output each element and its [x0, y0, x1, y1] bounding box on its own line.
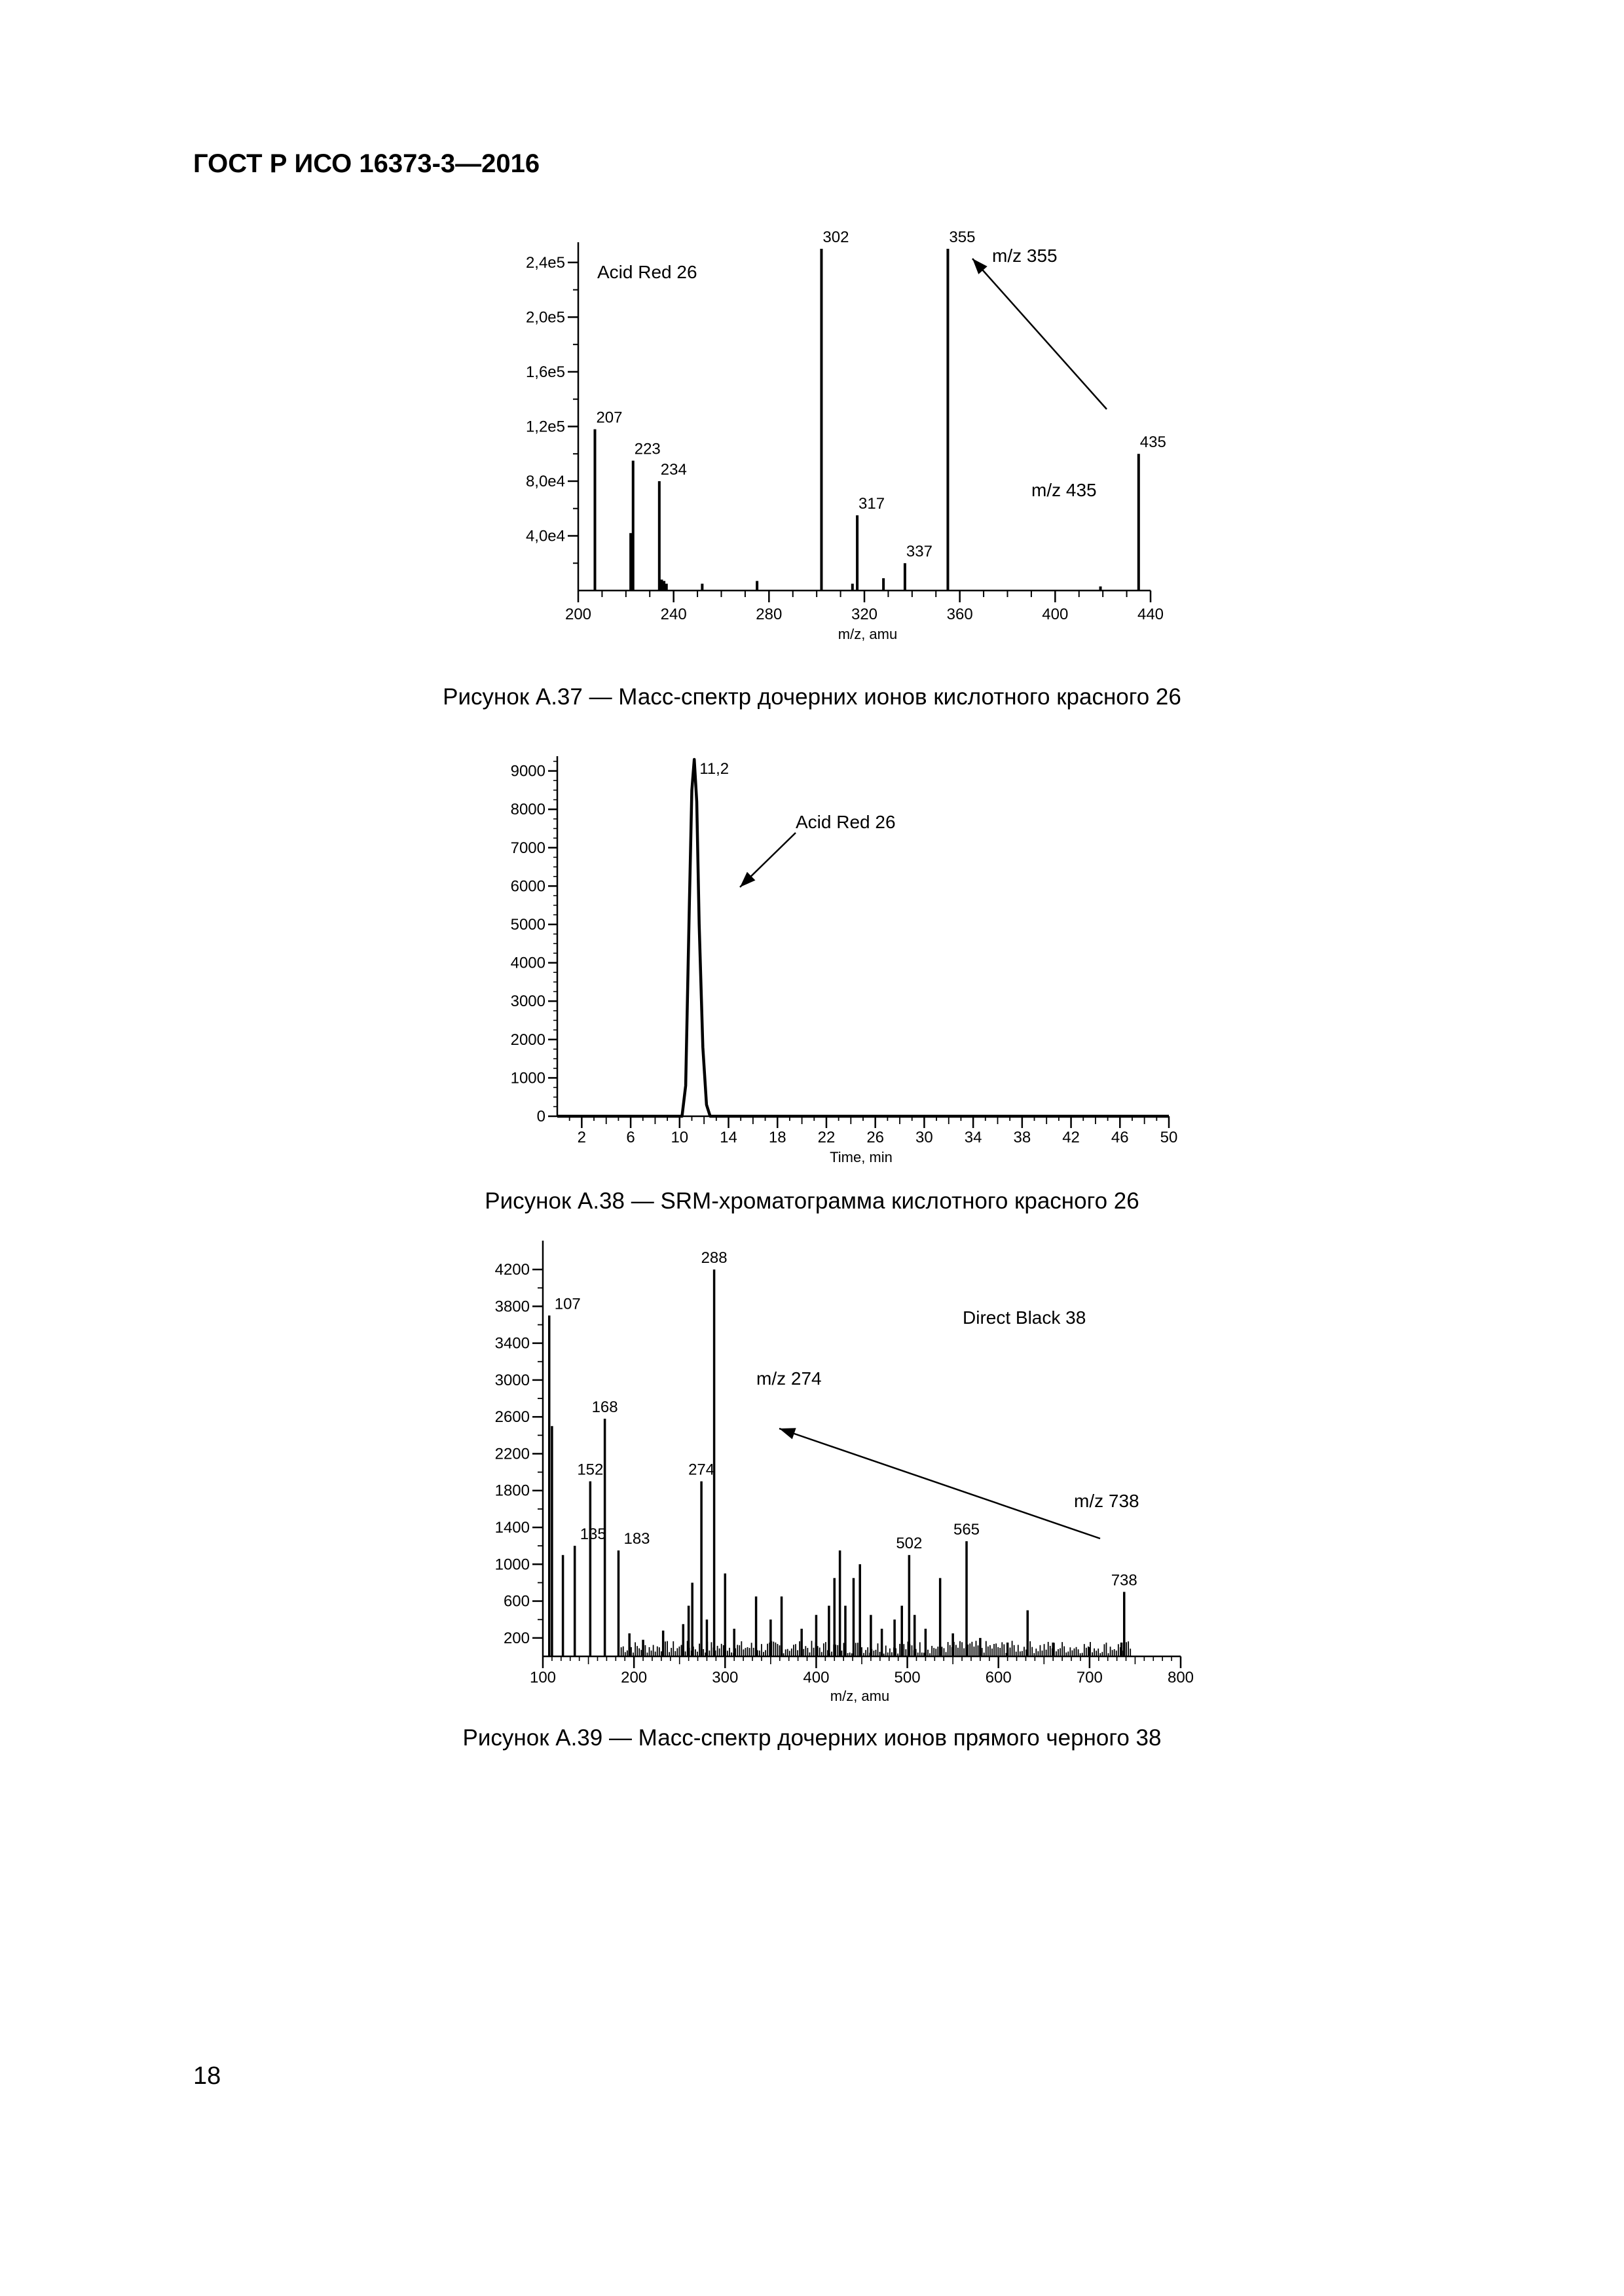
peak-label: 234 — [660, 460, 687, 479]
arrow-line — [779, 1429, 1100, 1539]
x-tick-label: 700 — [1076, 1669, 1103, 1686]
mz-annotation: m/z 738 — [1074, 1491, 1139, 1511]
x-tick-label: 300 — [712, 1669, 739, 1686]
y-tick-label: 1,6e5 — [525, 363, 565, 381]
y-tick-label: 0 — [536, 1108, 545, 1125]
x-tick-label: 320 — [851, 606, 878, 623]
x-axis-label: m/z, amu — [838, 626, 898, 642]
peak-label: 207 — [596, 409, 623, 427]
y-tick-label: 2,0e5 — [525, 308, 565, 327]
y-tick-label: 2000 — [510, 1030, 545, 1049]
document-header: ГОСТ Р ИСО 16373-3—2016 — [193, 149, 540, 178]
y-tick-label: 1,2e5 — [525, 418, 565, 436]
y-tick-label: 2,4e5 — [525, 253, 565, 272]
compound-annotation: Acid Red 26 — [796, 812, 896, 832]
x-axis-label: m/z, amu — [830, 1688, 890, 1704]
x-tick-label: 240 — [660, 606, 687, 623]
y-tick-label: 1000 — [494, 1556, 530, 1574]
y-tick-label: 3000 — [510, 993, 545, 1011]
peak-label: 565 — [953, 1521, 980, 1539]
figure-caption: Рисунок А.39 — Масс-спектр дочерних ионов прямого черного 38 — [462, 1725, 1162, 1751]
x-tick-label: 10 — [671, 1129, 689, 1146]
peak-label: 502 — [896, 1535, 923, 1553]
y-tick-label: 1000 — [510, 1069, 545, 1087]
figure-caption: Рисунок А.38 — SRM-хроматограмма кислотного красного 26 — [485, 1188, 1139, 1214]
y-tick-label: 4,0e4 — [525, 527, 565, 545]
x-tick-label: 440 — [1137, 606, 1164, 623]
y-tick-label: 4200 — [494, 1261, 530, 1279]
y-tick-label: 4000 — [510, 954, 545, 972]
x-tick-label: 6 — [626, 1129, 635, 1146]
x-tick-label: 2 — [577, 1129, 587, 1146]
x-tick-label: 18 — [768, 1129, 786, 1146]
x-tick-label: 360 — [946, 606, 973, 623]
peak-label: 274 — [688, 1461, 715, 1479]
peak-label: 107 — [554, 1295, 581, 1313]
y-tick-label: 6000 — [510, 877, 545, 896]
x-tick-label: 42 — [1062, 1129, 1080, 1146]
arrow-head — [779, 1428, 796, 1439]
page-number: 18 — [193, 2062, 221, 2090]
x-tick-label: 200 — [621, 1669, 648, 1686]
x-tick-label: 14 — [720, 1129, 737, 1146]
peak-label: 337 — [906, 543, 932, 561]
y-tick-label: 200 — [503, 1629, 530, 1647]
x-tick-label: 400 — [803, 1669, 830, 1686]
compound-annotation: Acid Red 26 — [597, 262, 697, 282]
x-tick-label: 200 — [564, 606, 592, 623]
figure-caption: Рисунок А.37 — Масс-спектр дочерних ионов кислотного красного 26 — [443, 684, 1181, 710]
x-tick-label: 30 — [915, 1129, 933, 1146]
x-tick-label: 22 — [817, 1129, 836, 1146]
peak-label: 288 — [701, 1249, 728, 1267]
y-tick-label: 3800 — [494, 1298, 530, 1316]
y-tick-label: 1400 — [494, 1519, 530, 1537]
y-tick-label: 3000 — [494, 1371, 530, 1389]
x-tick-label: 34 — [964, 1129, 982, 1146]
x-tick-label: 50 — [1160, 1129, 1178, 1146]
y-tick-label: 8000 — [510, 801, 545, 819]
y-tick-label: 8,0e4 — [525, 472, 565, 490]
peak-label: 223 — [634, 440, 661, 458]
x-tick-label: 38 — [1013, 1129, 1031, 1146]
y-tick-label: 9000 — [510, 762, 545, 780]
y-tick-label: 1800 — [494, 1482, 530, 1500]
mz-annotation: m/z 435 — [1031, 480, 1097, 500]
compound-annotation: Direct Black 38 — [963, 1307, 1086, 1328]
x-tick-label: 800 — [1167, 1669, 1194, 1686]
x-tick-label: 46 — [1111, 1129, 1129, 1146]
peak-label: 183 — [623, 1530, 650, 1548]
peak-label: 355 — [949, 228, 976, 246]
x-tick-label: 100 — [529, 1669, 557, 1686]
peak-label: 135 — [580, 1525, 606, 1544]
peak-label: 317 — [858, 495, 885, 513]
mz-annotation: m/z 274 — [756, 1368, 822, 1389]
peak-label: 302 — [822, 228, 849, 246]
x-axis-label: Time, min — [830, 1149, 893, 1165]
x-tick-label: 500 — [894, 1669, 921, 1686]
x-tick-label: 26 — [866, 1129, 885, 1146]
y-tick-label: 7000 — [510, 839, 545, 857]
peak-label: 738 — [1111, 1571, 1137, 1590]
y-tick-label: 600 — [503, 1592, 530, 1611]
y-tick-label: 5000 — [510, 915, 545, 934]
y-tick-label: 2600 — [494, 1408, 530, 1427]
x-tick-label: 600 — [985, 1669, 1012, 1686]
peak-label: 168 — [591, 1398, 618, 1416]
y-tick-label: 2200 — [494, 1445, 530, 1463]
x-tick-label: 400 — [1042, 606, 1069, 623]
mz-annotation: m/z 355 — [992, 246, 1058, 266]
peak-label: 11,2 — [699, 760, 729, 778]
y-tick-label: 3400 — [494, 1334, 530, 1353]
peak-label: 435 — [1139, 433, 1166, 452]
x-tick-label: 280 — [756, 606, 783, 623]
peak-label: 152 — [577, 1461, 604, 1479]
